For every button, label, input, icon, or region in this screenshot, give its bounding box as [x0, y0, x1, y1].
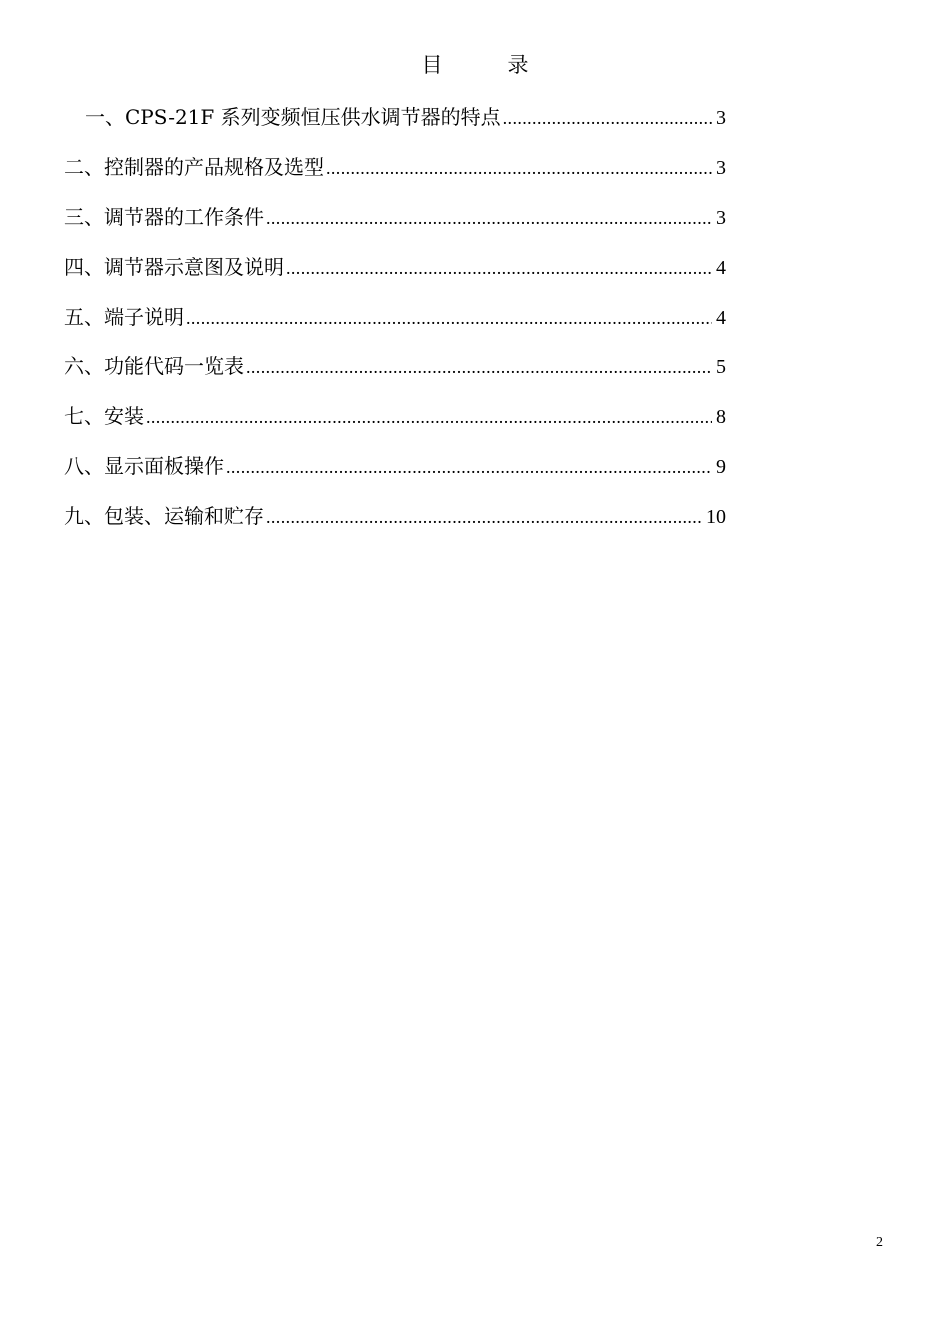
- toc-dot-leader: [226, 452, 712, 482]
- toc-entry-page: 10: [706, 506, 726, 528]
- toc-entry-4[interactable]: [64, 252, 726, 282]
- toc-dot-leader: [246, 352, 712, 382]
- toc-entry-page: 9: [716, 456, 726, 478]
- toc-dot-leader: [266, 502, 702, 532]
- toc-entry-1[interactable]: [85, 102, 726, 132]
- toc-entry-2[interactable]: [64, 152, 726, 182]
- toc-entry-page: 4: [716, 257, 726, 279]
- toc-entry-8[interactable]: [64, 451, 726, 481]
- toc-entry-page: 3: [716, 107, 726, 129]
- toc-entry-3[interactable]: [64, 202, 726, 232]
- toc-entry-page: 8: [716, 406, 726, 428]
- toc-dot-leader: [146, 402, 712, 432]
- toc-entry-6[interactable]: [64, 351, 726, 381]
- toc-dot-leader: [186, 303, 712, 333]
- toc-entry-page: 4: [716, 307, 726, 329]
- toc-entry-label: 三、调节器的工作条件: [64, 205, 264, 229]
- toc-entry-label: 五、端子说明: [64, 305, 184, 329]
- toc-entry-label: 二、控制器的产品规格及选型: [64, 155, 324, 179]
- toc-entry-page: 3: [716, 157, 726, 179]
- page-number: 2: [876, 1235, 883, 1250]
- toc-entry-5[interactable]: [64, 302, 726, 332]
- toc-dot-leader: [266, 203, 712, 233]
- toc-entry-label: 七、安装: [64, 404, 144, 428]
- toc-dot-leader: [503, 103, 712, 133]
- toc-entry-label: 九、包装、运输和贮存: [64, 504, 264, 528]
- toc-entry-7[interactable]: [64, 401, 726, 431]
- toc-dot-leader: [286, 253, 712, 283]
- toc-entry-label: 六、功能代码一览表: [64, 354, 244, 378]
- toc-dot-leader: [326, 153, 712, 183]
- toc-entry-9[interactable]: [64, 501, 726, 531]
- toc-entry-label: 一、CPS-21F 系列变频恒压供水调节器的特点: [85, 105, 501, 129]
- toc-title: 目 录: [421, 53, 551, 77]
- toc-entry-label: 四、调节器示意图及说明: [64, 255, 284, 279]
- toc-entry-page: 3: [716, 207, 726, 229]
- toc-entry-page: 5: [716, 356, 726, 378]
- toc-entry-label: 八、显示面板操作: [64, 454, 224, 478]
